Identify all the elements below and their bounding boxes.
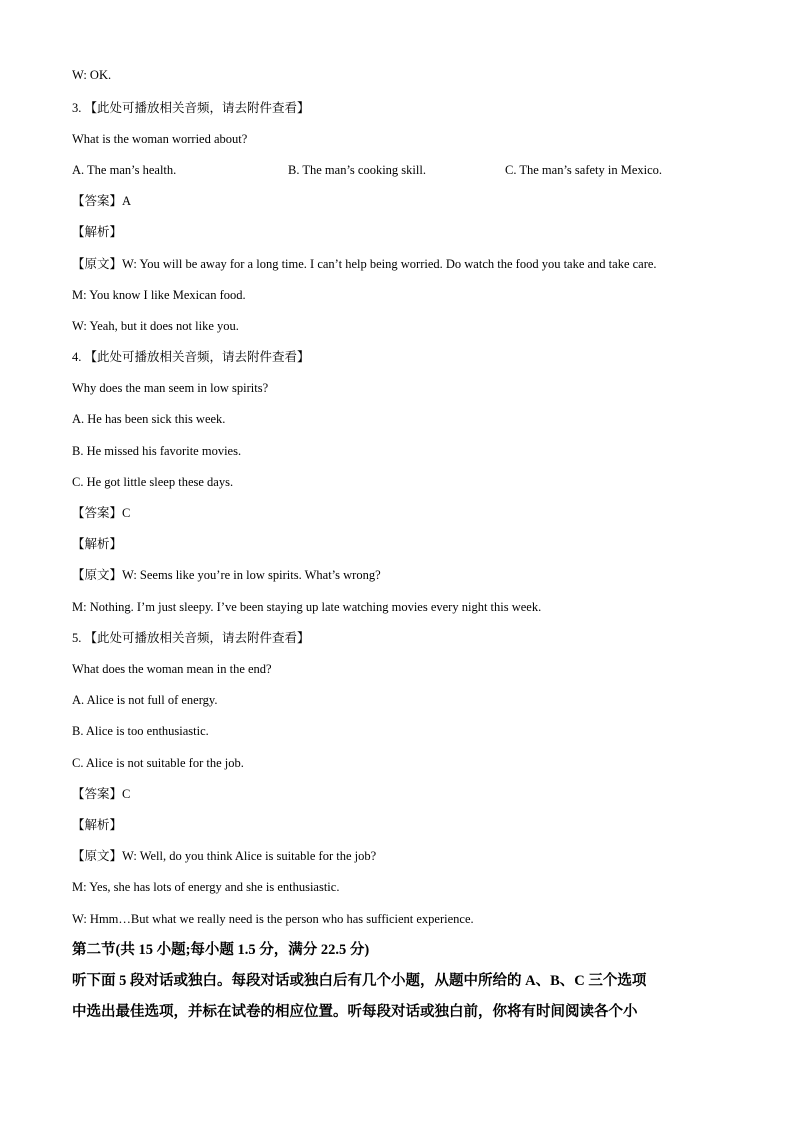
question-5-option-c: C. Alice is not suitable for the job. (72, 756, 244, 770)
question-4-transcript-line: M: Nothing. I’m just sleepy. I’ve been staying up late watching movies every night this week. (72, 600, 542, 614)
question-4-option-a: A. He has been sick this week. (72, 412, 226, 426)
section-2-title: 第二节(共 15 小题;每小题 1.5 分，满分 22.5 分) (72, 942, 370, 958)
question-4-explanation-label: 【解析】 (72, 537, 123, 551)
question-3-transcript-line: M: You know I like Mexican food. (72, 288, 246, 302)
question-5-option-a: A. Alice is not full of energy. (72, 693, 218, 707)
question-4-heading: 4. 【此处可播放相关音频，请去附件查看】 (72, 350, 310, 364)
section-2-instructions: 中选出最佳选项，并标在试卷的相应位置。听每段对话或独白前，你将有时间阅读各个小 (72, 1004, 638, 1020)
question-3-transcript-line: W: Yeah, but it does not like you. (72, 319, 239, 333)
dialogue-line: W: OK. (72, 68, 112, 82)
question-5-transcript-line: 【原文】W: Well, do you think Alice is suitable for the job? (72, 849, 377, 863)
question-4-transcript-line: 【原文】W: Seems like you’re in low spirits. What’s wrong? (72, 568, 381, 582)
question-5-explanation-label: 【解析】 (72, 818, 123, 832)
question-3-option-b: B. The man’s cooking skill. (288, 163, 426, 177)
question-3-transcript-line: 【原文】W: You will be away for a long time. I can’t help being worried. Do watch the food you take and take care. (72, 257, 657, 271)
question-5-stem: What does the woman mean in the end? (72, 662, 272, 676)
question-4-stem: Why does the man seem in low spirits? (72, 381, 269, 395)
question-3-answer: 【答案】A (72, 194, 132, 208)
question-3-stem: What is the woman worried about? (72, 132, 248, 146)
question-5-option-b: B. Alice is too enthusiastic. (72, 724, 209, 738)
question-4-answer: 【答案】C (72, 506, 131, 520)
question-4-option-c: C. He got little sleep these days. (72, 475, 234, 489)
question-5-transcript-line: M: Yes, she has lots of energy and she is enthusiastic. (72, 880, 340, 894)
question-5-heading: 5. 【此处可播放相关音频，请去附件查看】 (72, 631, 310, 645)
question-5-transcript-line: W: Hmm…But what we really need is the person who has sufficient experience. (72, 912, 474, 926)
question-3-heading: 3. 【此处可播放相关音频，请去附件查看】 (72, 101, 310, 115)
question-3-explanation-label: 【解析】 (72, 225, 123, 239)
question-5-answer: 【答案】C (72, 787, 131, 801)
question-3-option-a: A. The man’s health. (72, 163, 177, 177)
section-2-instructions: 听下面 5 段对话或独白。每段对话或独白后有几个小题，从题中所给的 A、B、C 三个选项 (72, 973, 647, 989)
question-3-option-c: C. The man’s safety in Mexico. (505, 163, 663, 177)
question-4-option-b: B. He missed his favorite movies. (72, 444, 242, 458)
